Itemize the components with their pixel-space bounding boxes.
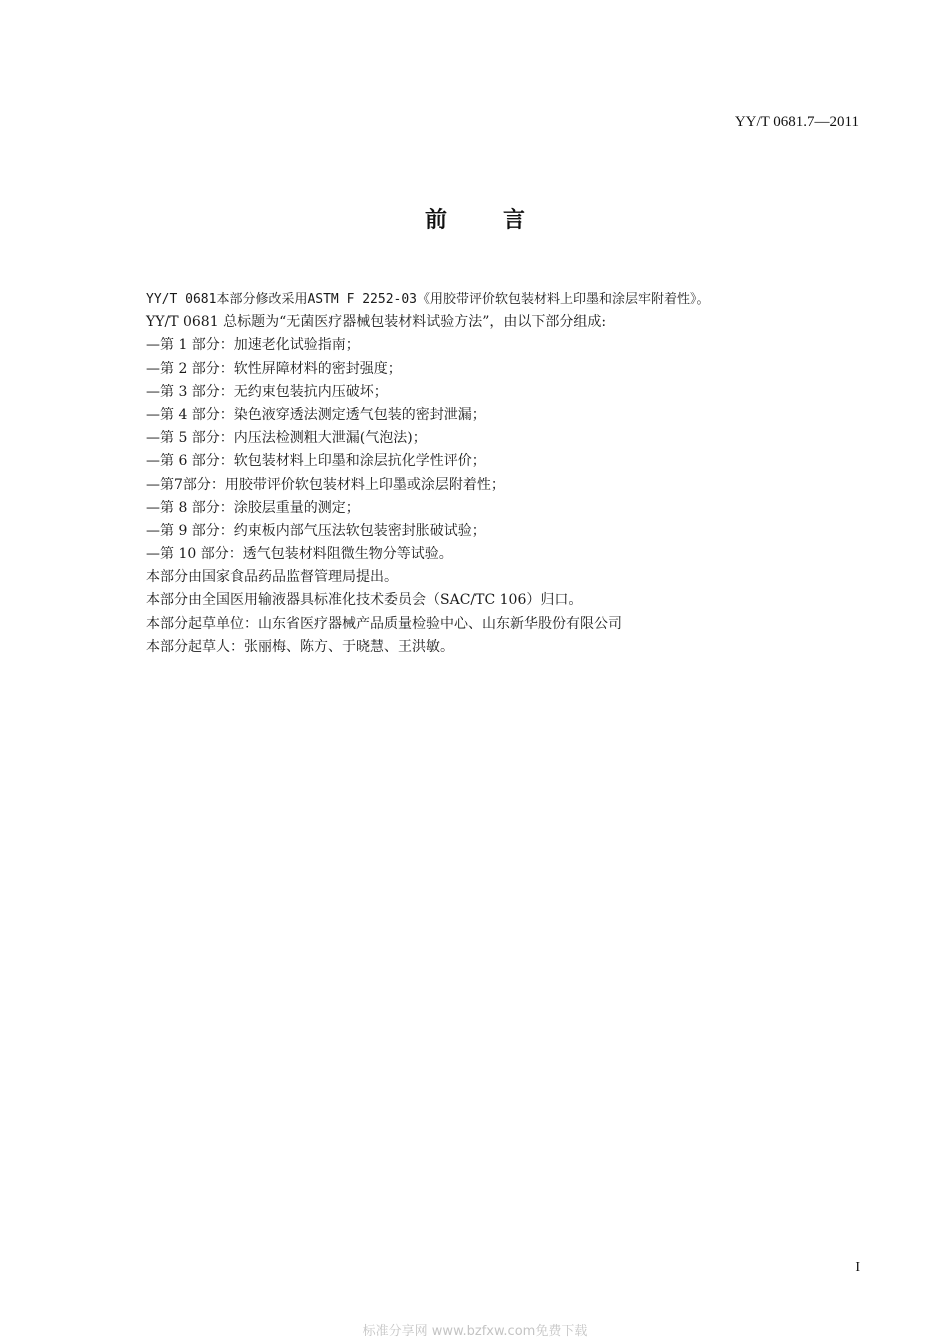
intro-paragraph: YY/T 0681本部分修改采用ASTM F 2252-03《用胶带评价软包装材料上印墨和涂层牢附着性》。 bbox=[146, 292, 710, 307]
part-list-item: —第 8 部分：涂胶层重量的测定； bbox=[146, 499, 360, 516]
foreword-body bbox=[146, 288, 866, 659]
centralized-by-paragraph: 本部分由全国医用输液器具标准化技术委员会（SAC/TC 106）归口。 bbox=[146, 592, 583, 609]
part-list-item: —第 2 部分：软性屏障材料的密封强度； bbox=[146, 360, 402, 377]
title-char-2: 言 bbox=[503, 208, 526, 233]
part-list-item: —第 3 部分：无约束包装抗内压破坏； bbox=[146, 383, 388, 400]
part-list-item: —第 10 部分：透气包装材料阻微生物分等试验。 bbox=[146, 546, 453, 563]
proposed-by-paragraph: 本部分由国家食品药品监督管理局提出。 bbox=[146, 569, 398, 586]
general-title-paragraph: YY/T 0681 总标题为“无菌医疗器械包装材料试验方法”，由以下部分组成: bbox=[146, 314, 607, 331]
part-list-item: —第 4 部分：染色液穿透法测定透气包装的密封泄漏； bbox=[146, 406, 486, 423]
document-code: YY/T 0681.7—2011 bbox=[734, 114, 859, 130]
part-list-item: —第 1 部分：加速老化试验指南； bbox=[146, 337, 360, 354]
page-number: I bbox=[855, 1260, 860, 1275]
page-title bbox=[0, 203, 950, 234]
drafting-units-paragraph: 本部分起草单位：山东省医疗器械产品质量检验中心、山东新华股份有限公司 bbox=[146, 615, 622, 632]
drafters-paragraph: 本部分起草人：张丽梅、陈方、于晓慧、王洪敏。 bbox=[146, 638, 454, 655]
part-list-item: —第7部分：用胶带评价软包装材料上印墨或涂层附着性； bbox=[146, 476, 505, 493]
part-list-item: —第 6 部分：软包装材料上印墨和涂层抗化学性评价； bbox=[146, 453, 486, 470]
part-list-item: —第 9 部分：约束板内部气压法软包装密封胀破试验； bbox=[146, 522, 486, 539]
watermark-text: 标准分享网 www.bzfxw.com免费下载 bbox=[362, 1324, 588, 1339]
part-list-item: —第 5 部分：内压法检测粗大泄漏(气泡法)； bbox=[146, 430, 427, 447]
title-char-1: 前 bbox=[424, 208, 447, 233]
